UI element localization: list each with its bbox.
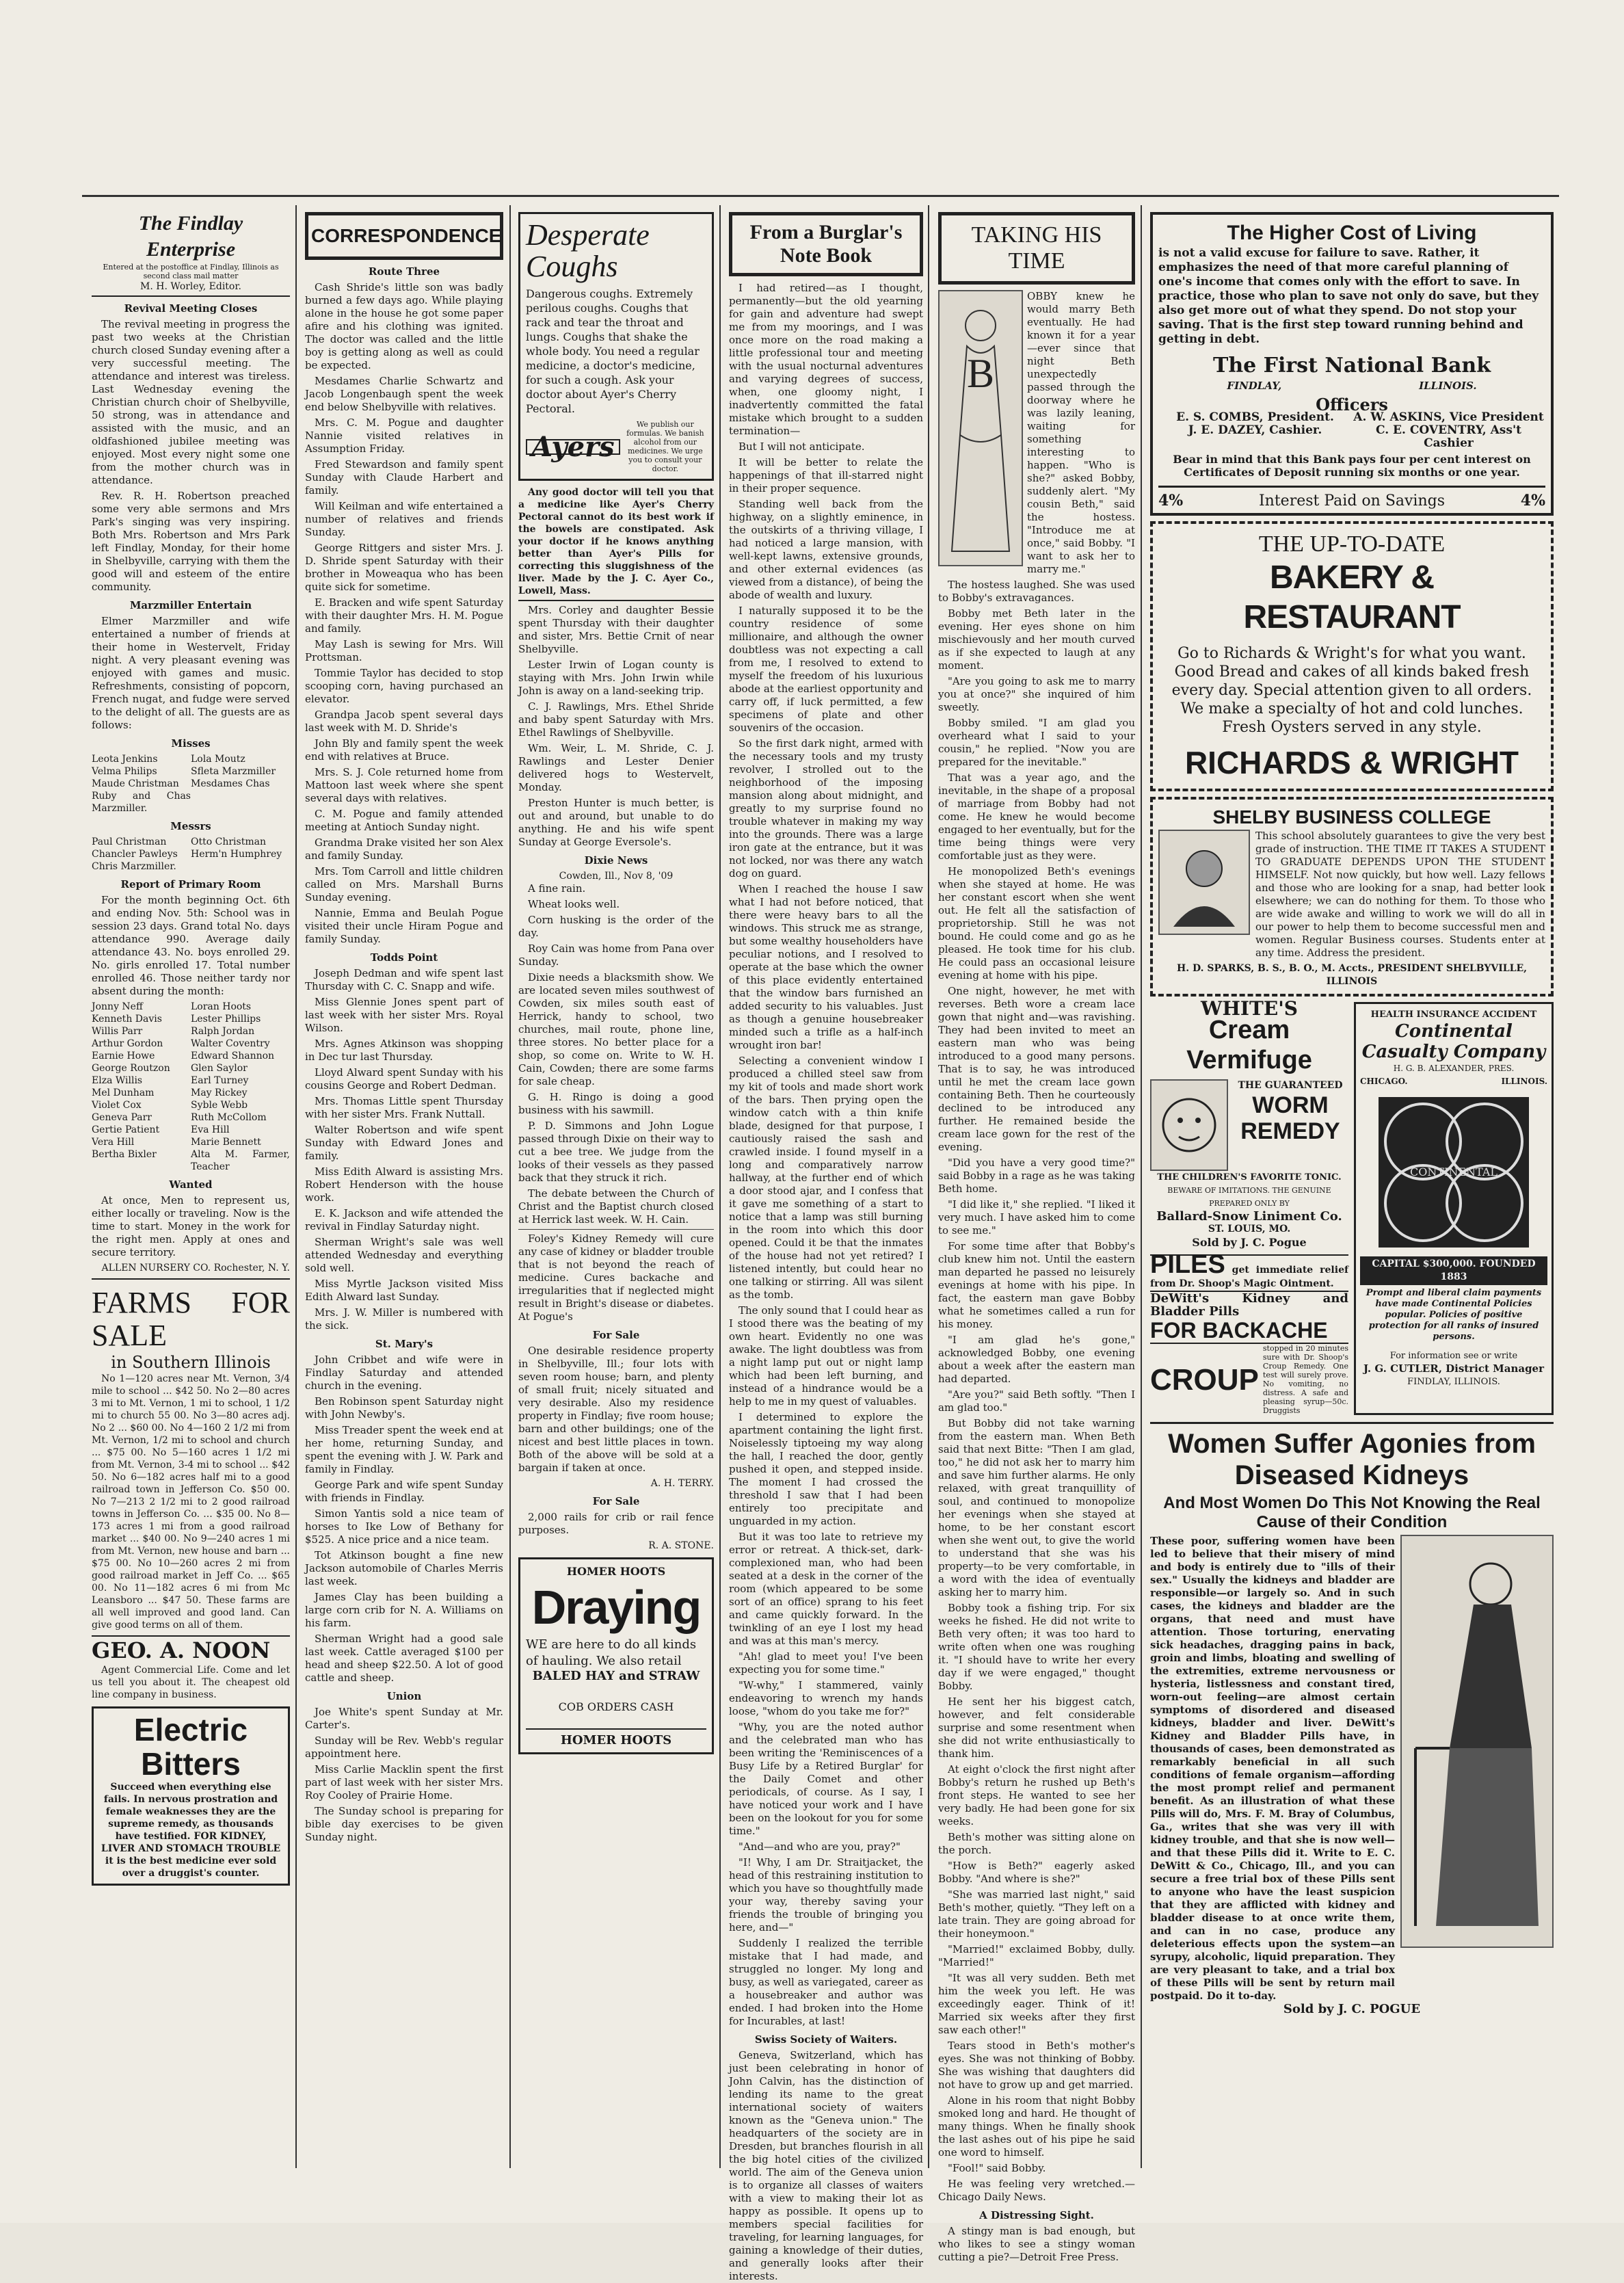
column-4 <box>729 192 923 2282</box>
taking-para: "Married!" exclaimed Bobby, dully. "Married!" <box>938 1943 1135 1968</box>
homer-bottom: HOMER HOOTS <box>526 1728 706 1747</box>
dixie-item: A fine rain. <box>528 882 586 895</box>
child-face-icon <box>1158 1087 1220 1163</box>
draying-cob: COB ORDERS CASH <box>558 1700 674 1713</box>
todds-item: E. K. Jackson and wife attended the revival in Findlay Saturday night. <box>305 1207 503 1232</box>
pupil-name: Earl Turney <box>191 1075 249 1086</box>
taking-para: "Are you?" said Beth softly. "Then I am glad too." <box>938 1388 1135 1414</box>
misses-heading: Misses <box>171 737 211 750</box>
ayers-title: Desperate Coughs <box>526 218 650 283</box>
bank-ad <box>1150 212 1554 516</box>
stmarys-item: John Cribbet and wife were in Findlay Saturday and attended church in the evening. <box>305 1354 503 1392</box>
dixie-item: Dixie needs a blacksmith show. We are located seven miles southwest of Cowden, six miles south east of Herrick, handy to school, two churches, mail route, phone line, three stores. No better place for a shop, so come on. Write to W. H. Cain, Cowden; there are some farms for sale cheap. <box>518 971 714 1087</box>
pct-mid: Interest Paid on Savings <box>1258 492 1446 510</box>
burglar-para: But I will not anticipate. <box>738 440 865 453</box>
route3-item: John Bly and family spent the week end with relatives at Bruce. <box>305 737 503 763</box>
guest-name: Mesdames Chas <box>191 778 270 789</box>
wanted-signature: ALLEN NURSERY CO. Rochester, N. Y. <box>92 1262 290 1280</box>
officer: E. S. COMBS, President. <box>1176 410 1334 424</box>
pct-left: 4% <box>1158 492 1184 510</box>
burglar-para: It will be better to relate the happenings of that ill-starred night in their proper sequence. <box>729 456 923 494</box>
whites-guaranteed: THE GUARANTEED <box>1238 1080 1343 1091</box>
stmarys-heading: St. Mary's <box>375 1338 434 1350</box>
dixie-item: Wheat looks well. <box>528 898 620 910</box>
whites-beware: BEWARE OF IMITATIONS. THE GENUINE PREPARED ONLY BY <box>1167 1186 1331 1208</box>
pupil-name: Alta M. Farmer, Teacher <box>191 1149 290 1172</box>
taking-para: He sent her his biggest catch, however, and felt considerable surprise and some resentment when she did not write enthusiastically to thank him. <box>938 1695 1135 1760</box>
misses-list <box>92 753 290 815</box>
ayers-formula: We publish our formulas. We banish alcohol from our medicines. We urge you to consult your doctor. <box>626 420 704 473</box>
column-5 <box>938 192 1135 2263</box>
bank-city: FINDLAY, <box>1227 380 1282 392</box>
route3-item: Nannie, Emma and Beulah Pogue visited their uncle Hiram Pogue and family Sunday. <box>305 907 503 945</box>
forsale-heading: For Sale <box>592 1329 640 1341</box>
bakery-ad <box>1150 521 1554 791</box>
burglar-para: Selecting a convenient window I produced a chilled steel saw from my kit of tools and made short work of the bars. Then prying open the window catch with a thin knife blade, designed for that purpose, I cautiously raised the sash and crawled inside. I found myself in a long and comparatively narrow hallway, at the further end of which a door stood ajar, and I confess that it gave me something of a start to notice that a lamp was still burning in the room into which this door opened. Could it be that the inmates of the house had not yet retired? I listened intently, but could hear no one talking or stirring. All was silent as the tomb. <box>729 1055 923 1301</box>
child-illustration <box>1150 1079 1228 1171</box>
woman-figure-icon <box>946 298 1015 558</box>
route3-item: Grandma Drake visited her son Alex and family Sunday. <box>305 836 503 862</box>
farms-title: FARMS FOR SALE <box>92 1286 290 1352</box>
burglar-para: "Why, you are the noted author and the celebrated man who has been writing the 'Reminiscences of a Busy Life by a Retired Burglar' for the Daily Comet and other periodicals, of course. As I say, I have noticed your work and I have been on the lookout for you for some time." <box>729 1721 923 1837</box>
stmarys-item: Tot Atkinson bought a fine new Jackson automobile of Charles Merris last week. <box>305 1549 503 1587</box>
woman-on-stairs-illustration <box>1400 1535 1554 1948</box>
stmarys-item: Ben Robinson spent Saturday night with John Newby's. <box>305 1395 503 1421</box>
todds-item: Walter Robertson and wife spent Sunday with Edward Jones and family. <box>305 1124 503 1162</box>
piles-title: PILES <box>1150 1250 1225 1279</box>
homer-top: HOMER HOOTS <box>566 1565 666 1578</box>
pupil-name: Mel Dunham <box>92 1087 155 1098</box>
dewitt-sub: FOR BACKACHE <box>1150 1318 1328 1343</box>
distress-text: A stingy man is bad enough, but who likes to see a stingy woman cutting a pie?—Detroit Free Press. <box>938 2225 1135 2263</box>
forsale2-heading: For Sale <box>592 1495 640 1507</box>
ins-city: CHICAGO. <box>1360 1077 1408 1086</box>
pupil-name: Ruth McCollom <box>191 1112 267 1123</box>
pupil-name: Elza Willis <box>92 1075 143 1086</box>
route3-item: May Lash is sewing for Mrs. Will Prottsman. <box>305 638 503 663</box>
column-rule <box>1141 205 1142 2168</box>
union-item: The Sunday school is preparing for bible day exercises to be given Sunday night. <box>305 1805 503 1843</box>
taking-para: Tears stood in Beth's mother's eyes. She was not thinking of Bobby. She was wishing that daughters did not have to grow up and get married. <box>938 2040 1135 2091</box>
taking-para: "I am glad he's gone," acknowledged Bobby, one evening about a week after the eastern man had departed. <box>938 1334 1135 1385</box>
forsale-signature: A. H. TERRY. <box>650 1478 714 1489</box>
column-3 <box>518 192 714 2175</box>
taking-para: Beth's mother was sitting alone on the porch. <box>938 1831 1135 1856</box>
croup-text: stopped in 20 minutes sure with Dr. Shoop's Croup Remedy. One test will surely prove. No vomiting, no distress. A safe and pleasing syrup—50c. Druggists <box>1262 1344 1348 1415</box>
taking-para: "She was married last night," said Beth's mother, quietly. "They left on a late train. They are going abroad for their honeymoon." <box>938 1888 1135 1940</box>
taking-para: At eight o'clock the first night after Bobby's return he rushed up Beth's front steps. He wanted to see her very badly. He had been gone for six weeks. <box>938 1763 1135 1827</box>
piles-text: get immediate relief from Dr. Shoop's Magic Ointment. <box>1150 1265 1348 1289</box>
todds-item: Mrs. Thomas Little spent Thursday with her sister Mrs. Frank Nuttall. <box>305 1095 503 1120</box>
taking-para: Bobby smiled. "I am glad you overheard what I said to your cousin," he replied. "Now you are prepared for the inevitable." <box>938 717 1135 768</box>
whites-sold: Sold by J. C. Pogue <box>1192 1236 1307 1249</box>
foley-text: Foley's Kidney Remedy will cure any case of kidney or bladder trouble that is not beyond the reach of medicine. Cures backache and irregularities that if neglected might result in Bright's disease or diabetes. At Pogue's <box>518 1229 714 1323</box>
burglar-para: "I! Why, I am Dr. Straitjacket, the head of this restraining institution to which you have so thoughtfully made your way, thereby saving your friends the trouble of bringing you here, and—" <box>729 1856 923 1934</box>
guest-name: Ruby and Chas Marzmiller. <box>92 791 191 814</box>
wanted-heading: Wanted <box>169 1178 213 1191</box>
bakery-name: RICHARDS & WRIGHT <box>1184 745 1519 780</box>
ins-agent-city: FINDLAY, ILLINOIS. <box>1407 1377 1500 1387</box>
pupil-name: Vera Hill <box>92 1137 135 1148</box>
guest-name: Maude Christman <box>92 778 179 789</box>
masthead-title: The Findlay Enterprise <box>138 212 243 261</box>
report-heading: Report of Primary Room <box>120 878 261 890</box>
bank-name: The First National Bank <box>1213 354 1491 378</box>
route3-item: Tommie Taylor has decided to stop scooping corn, having purchased an elevator. <box>305 667 503 705</box>
women-sub: And Most Women Do This Not Knowing the Real Cause of their Condition <box>1163 1494 1541 1531</box>
todds-item: Mrs. J. W. Miller is numbered with the sick. <box>305 1306 503 1332</box>
taking-para: "I did like it," she replied. "I liked it very much. I have asked him to come to see me." <box>938 1198 1135 1237</box>
ins-state: ILLINOIS. <box>1501 1077 1547 1086</box>
bitters-text: Succeed when everything else fails. In nervous prostration and female weaknesses they are the supreme remedy, as thousands have testified. FOR KIDNEY, LIVER AND STOMACH TROUBLE it is the best medicine ever sold over a druggist's counter. <box>101 1782 281 1879</box>
route3-item: Will Keilman and wife entertained a number of relatives and friends Sunday. <box>305 500 503 538</box>
taking-para: He was feeling very wretched.—Chicago Daily News. <box>938 2178 1135 2203</box>
whites-tonic: THE CHILDREN'S FAVORITE TONIC. <box>1157 1172 1342 1183</box>
ins-top: HEALTH INSURANCE ACCIDENT <box>1370 1009 1537 1020</box>
union-item: Joe White's spent Sunday at Mr. Carter's. <box>305 1706 503 1731</box>
college-ad <box>1150 797 1554 997</box>
burglar-para: "W-why," I stammered, vainly endeavoring to wrench my hands loose, "whom do you take me for?" <box>729 1679 923 1717</box>
women-title: Women Suffer Agonies from Diseased Kidneys <box>1168 1429 1536 1490</box>
ins-capital: CAPITAL $300,000. FOUNDED 1883 <box>1360 1256 1547 1285</box>
dixie-dateline: Cowden, Ill., Nov 8, '09 <box>559 871 674 882</box>
ayers-text: Dangerous coughs. Extremely perilous coughs. Coughs that rack and tear the throat and lungs. Coughs that shake the whole body. You need a regular medicine, a doctor's medicine, for such a cough. Ask your doctor about Ayer's Cherry Pectoral. <box>526 287 700 415</box>
taking-para: One night, however, he met with reverses. Beth wore a cream lace gown that night and—was ravishing. They had been invited to meet an eastern man who was being introduced to a good many persons. That is to say, he was introduced until he met the cream lace gown containing Beth. Then he courteously declined to be introduced any further. He remained beside the cream lace gown for the rest of the evening. <box>938 985 1135 1153</box>
ins-pres: H. G. B. ALEXANDER, PRES. <box>1393 1064 1515 1073</box>
marzmiller-heading: Marzmiller Entertain <box>129 599 252 611</box>
forsale2-signature: R. A. STONE. <box>648 1540 714 1551</box>
officer: J. E. DAZEY, Cashier. <box>1188 423 1322 437</box>
pupil-name: Arthur Gordon <box>92 1038 163 1049</box>
guest-name: Chris Marzmiller. <box>92 861 176 872</box>
dixie-item: The debate between the Church of Christ and the Baptist church closed at Herrick last week. W. H. Cain. <box>518 1187 714 1226</box>
burglar-para: I had retired—as I thought, permanently—but the old yearning for gain and adventure had swept me from my moorings, and I was once more on the road making a little professional tour and meeting with the usual nocturnal adventures and varying degrees of success, when, one gloomy night, I inadvertently committed the fatal mistake which brought to a sudden termination— <box>729 282 923 437</box>
messrs-list <box>92 836 290 873</box>
taking-para: Alone in his room that night Bobby smoked long and hard. He thought of many things. When he finally shook the last ashes out of his pipe he said one word to himself. <box>938 2094 1135 2159</box>
todds-item: Joseph Dedman and wife spent last Thursday with C. C. Snapp and wife. <box>305 967 503 992</box>
burglar-banner: From a Burglar's Note Book <box>729 212 923 276</box>
portrait-illustration <box>1158 830 1250 935</box>
whites-brand: WHITE'S <box>1201 997 1298 1020</box>
guest-name: Otto Christman <box>191 836 266 847</box>
pupil-name: Earnie Howe <box>92 1051 155 1061</box>
report-names <box>92 1001 290 1173</box>
route3-item: George Rittgers and sister Mrs. J. D. Shride spent Saturday with their brother in Moweaqua who has been quite sick for sometime. <box>305 542 503 593</box>
pupil-name: Bertha Bixler <box>92 1149 157 1160</box>
pupil-name: Jonny Neff <box>92 1001 143 1012</box>
route3-item: Mesdames Charlie Schwartz and Jacob Longenbaugh spent the week end below Shelbyville with relatives. <box>305 375 503 413</box>
bakery-title: BAKERY & RESTAURANT <box>1243 559 1461 635</box>
revival-text: The revival meeting in progress the past two weeks at the Christian church closed Sunday evening after a very successful meeting. The attendance and interest was tireless. Last Wednesday evening the Christian church choir of Shelbyville, 50 strong, was in attendance and assisted with the music, and an oldfashioned jubilee meeting was enjoyed. Most every night some one from the mother church was in attendance. <box>92 318 290 486</box>
insurance-ad <box>1354 1002 1554 1415</box>
officer: A. W. ASKINS, Vice President <box>1353 410 1544 424</box>
farms-list: No 1—120 acres near Mt. Vernon, 3/4 mile to school ... $42 50. No 2—80 acres 3 mi to Mt. Vernon, 1 mi to school, 1 1/2 mi to church 55 00. No 3—80 acres adj. No 2 ... $60 00. No 4—160 2 1/2 mi from Mt. Vernon, 1/2 mi to school and church ... $75 00. No 5—160 acres 1 1/2 mi from Mt. Vernon, 3-4 mi to school ... $42 50. No 6—182 acres half mi to a good railroad town in Jefferson Co. $50 00. No 7—213 2 1/2 mi to 2 good railroad towns in Jefferson Co. ... $35 00. No 8—173 acres 1 mi from a good railroad market ... $40 00. No 9—240 acres 1 mi from Mt. Vernon, new house and barn ... $75 00. No 10—260 acres 2 mi from good railroad market in Jeff Co. ... $65 00. No 11—182 acres 6 mi from Mc Leansboro ... $47 50. These farms are all well improved and good land. Can give good terms on all of them. <box>92 1373 290 1631</box>
route3-heading: Route Three <box>368 265 440 278</box>
bank-note: Bear in mind that this Bank pays four per cent interest on Certificates of Deposit running six months or one year. <box>1173 453 1531 479</box>
guest-name: Paul Christman <box>92 836 167 847</box>
correspondence-banner: CORRESPONDENCE <box>305 212 503 260</box>
pupil-name: May Rickey <box>191 1087 248 1098</box>
burglar-para: I determined to explore the apartment containing the light first. Noiselessly tiptoeing my way along the hall, I reached the door, gently pushed it open, and stepped inside. The moment I had crossed the threshold I saw that I had been entirely too precipitate and unguarded in my action. <box>729 1411 923 1527</box>
column-rule <box>719 205 721 2168</box>
taking-para: He monopolized Beth's evenings when she stayed at home. He was her constant escort when she went out. He felt all the satisfaction of proprietorship. Still he was not bound. He could come and go as he pleased. He took time for his club. He could pass an occasional leisure evening at home with his pipe. <box>938 865 1135 981</box>
col3-item: Preston Hunter is much better, is out and around, but unable to do anything. He and his wife spent Sunday at George Eversole's. <box>518 797 714 848</box>
draying-baled: BALED HAY and STRAW <box>532 1669 700 1683</box>
taking-para: "Did you have a very good time?" said Bobby in a rage as he was taking Beth home. <box>938 1157 1135 1195</box>
ayers-brand: Ayers <box>526 439 620 455</box>
dixie-item: Corn husking is the order of the day. <box>518 914 714 939</box>
college-title: SHELBY BUSINESS COLLEGE <box>1212 806 1491 828</box>
col3-item: Lester Irwin of Logan county is staying with Mrs. John Irwin while John is away on a land-seeking trip. <box>518 659 714 697</box>
whites-worm: WORM REMEDY <box>1240 1092 1340 1144</box>
union-item: Miss Carlie Macklin spent the first part of last week with her sister Mrs. Roy Cooley of Prairie Home. <box>305 1763 503 1802</box>
pct-right: 4% <box>1520 492 1545 510</box>
taking-para: But Bobby did not take warning from the eastern man. When Beth said that next Bitte: "Then I am glad, too," he did not ask her to marry him and save him further alarms. He only relaxed, with great tranquillity of soul, and continued to monopolize her evenings when she stayed at home, to be her constant escort when she went out, to give the world to understand that she was his property—to be very comfortable, in a word with the idea of eventually asking her to marry him. <box>938 1417 1135 1598</box>
column-6 <box>1150 192 1554 2175</box>
pupil-name: Edward Shannon <box>191 1051 275 1061</box>
revival-heading: Revival Meeting Closes <box>124 302 258 315</box>
swiss-heading: Swiss Society of Waiters. <box>754 2033 898 2046</box>
whites-maker: Ballard-Snow Liniment Co. <box>1156 1209 1342 1224</box>
bakery-text: Go to Richards & Wright's for what you want. Good Bread and cakes of all kinds baked fresh every day. Special attention given to all orders. We make a specialty of hot and cold lunches. Fresh Oysters served in any style. <box>1171 645 1532 736</box>
pupil-name: Glen Saylor <box>191 1063 248 1074</box>
noon-name: GEO. A. NOON <box>92 1635 290 1664</box>
marzmiller-text: Elmer Marzmiller and wife entertained a number of friends at their home in Westervelt, Friday night. A very pleasant evening was enjoyed with games and music. Refreshments, consisting of popcorn, French nugat, and fudge were served to the delight of all. The guests are as follows: <box>92 615 290 731</box>
burglar-para: "And—and who are you, pray?" <box>738 1840 901 1853</box>
insurance-seal-icon <box>1375 1094 1532 1251</box>
stmarys-item: Miss Treader spent the week end at her home, returning Sunday, and spent the evening with J. W. Park and family in Findlay. <box>305 1424 503 1475</box>
suffering-woman-icon <box>1409 1543 1545 1940</box>
ins-name: Continental Casualty Company <box>1361 1021 1546 1062</box>
masthead-editor: M. H. Worley, Editor. <box>92 280 290 297</box>
guest-name: Herm'n Humphrey <box>191 849 282 860</box>
dixie-item: P. D. Simmons and John Logue passed through Dixie on their way to cut a bee tree. We judge from the looks of their vessels as they passed back that they struck it rich. <box>518 1120 714 1184</box>
burglar-para: I naturally supposed it to be the country residence of some millionaire, and although the owner doubtless was not expecting a call from me, I resolved to extend to myself the freedom of his luxurious abode at the earliest opportunity and carry off, if luck permitted, a few specimens of plate and other souvenirs of the occasion. <box>729 605 923 734</box>
column-rule <box>509 205 511 2168</box>
column-1 <box>92 192 290 2175</box>
ayers-bottom: Any good doctor will tell you that a medicine like Ayer's Cherry Pectoral cannot do its best work if the bowels are constipated. Ask your doctor if he knows anything better than Ayer's Pills for correcting this sluggishness of the liver. Made by the J. C. Ayer Co., Lowell, Mass. <box>518 486 714 601</box>
page-frame <box>82 192 1559 2282</box>
bank-text: is not a valid excuse for failure to save. Rather, it emphasizes the need of that more careful planning of one's income that comes only with the effort to save. In practice, those who plan to save not only do save, but they also get more out of what they spend. Do not stop your saving. That is the first step toward running behind and getting in debt. <box>1158 246 1539 346</box>
union-heading: Union <box>386 1690 422 1702</box>
burglar-para: So the first dark night, armed with the necessary tools and my trusty revolver, I strolled out to the neighborhood of the imposing mansion along about midnight, and greatly to my surprise found no trouble whatever in making my way into the grounds. There was a large iron gate at the entrance, but it was not locked, nor was there any watch dog on guard. <box>729 737 923 880</box>
whites-city: ST. LOUIS, MO. <box>1208 1224 1291 1235</box>
taking-his-time-banner: TAKING HIS TIME <box>938 212 1135 285</box>
ins-seal-text: CONTINENTAL <box>1409 1165 1498 1178</box>
dixie-heading: Dixie News <box>584 854 648 867</box>
route3-item: E. Bracken and wife spent Saturday with their daughter Mrs. H. M. Pogue and family. <box>305 596 503 635</box>
report-text: For the month beginning Oct. 6th and ending Nov. 5th: School was in session 23 days. Grand total No. days attendance 990. Average daily attendance 43. No. boys enrolled 29. No. girls enrolled 17. Total number enrolled 46. Those neither tardy nor absent during the month: <box>92 894 290 997</box>
bitters-title: Electric Bitters <box>133 1712 248 1782</box>
wanted-text: At once, Men to represent us, either locally or traveling. Now is the time to start. Money in the work for the right men. Apply at ones and secure territory. <box>92 1194 290 1258</box>
burglar-para: The only sound that I could hear as I stood there was the beating of my own heart. Evidently no one was awake. The light doubtless was from a night lamp put out or night lamp which had been left burning, and instead of a hindrance would be a help to me in my quest of valuables. <box>729 1304 923 1408</box>
taking-para: "It was all very sudden. Beth met him the week you left. He was exceedingly eager. Think of it! Married six weeks after they first saw each other!" <box>938 1972 1135 2036</box>
taking-para: Bobby took a fishing trip. For six weeks he fished. He did not write to Beth very often; it was too hard to write often when one was roughing it. "I should have to write her every day if we were engaged," thought Bobby. <box>938 1602 1135 1692</box>
todds-item: Sherman Wright's sale was well attended Wednesday and everything sold well. <box>305 1236 503 1274</box>
whites-ad <box>1150 997 1348 1415</box>
stmarys-item: George Park and wife spent Sunday with friends in Findlay. <box>305 1479 503 1504</box>
union-item: Sunday will be Rev. Webb's regular appointment here. <box>305 1734 503 1760</box>
masthead-entered: Entered at the postoffice at Findlay, Illinois as second class mail matter <box>103 263 279 280</box>
taking-para: The hostess laughed. She was used to Bobby's extravagances. <box>938 579 1135 604</box>
farms-subtitle: in Southern Illinois <box>111 1353 271 1372</box>
draying-title: Draying <box>531 1581 701 1634</box>
guest-name: Chancler Pawleys <box>92 849 178 860</box>
homer-hoots-ad <box>518 1557 714 1754</box>
route3-item: Fred Stewardson and family spent Sunday with Claude Harbert and family. <box>305 458 503 497</box>
medicine-ads-row <box>1150 997 1554 1415</box>
pupil-name: Ralph Jordan <box>191 1026 255 1037</box>
women-text: These poor, suffering women have been led to believe that their misery of mind and body is entirely due to "ills of their sex." Usually the kidneys and bladder are responsible—or largely so. And in such cases, the kidneys and bladder are the organs, that need and must have attention. Those torturing, enervating sick headaches, dragging pains in back, groin and limbs, bloating and swelling of the extremities, extreme nervousness or hysteria, listlessness and constant tired, worn-out feeling—are almost certain symptoms of disordered and diseased kidneys, bladder and liver. DeWitt's Kidney and Bladder Pills have, in thousands of cases, been demonstrated as remarkably beneficial in all such conditions of female organism—affording the most prompt relief and permanent benefit. As an illustration of what these Pills will do, Mrs. F. M. Bray of Columbus, Ga., writes that she was very ill with kidney trouble, and that she is now well—and that these Pills did it. Write to E. C. DeWitt & Co., Chicago, Ill., and you can secure a free trial box of these Pills sent to anyone who have the least suspicion that they are afflicted with kidney and bladder disease to at once write them, and can in no case, produce any deleterious effects upon the system—an syrupy, alcoholic, liquid preparation. They are very pleasant to take, and a trial box of these Pills will be sent by return mail postpaid. Do it to-day. <box>1150 1535 1395 2002</box>
woman-illustration <box>938 290 1023 566</box>
route3-item: Mrs. Tom Carroll and little children called on Mrs. Marshall Burns Sunday evening. <box>305 865 503 903</box>
pupil-name: Loran Hoots <box>191 1001 252 1012</box>
electric-bitters-ad <box>92 1706 290 1886</box>
taking-para: "Are you going to ask me to marry you at once?" she inquired of him sweetly. <box>938 675 1135 713</box>
pupil-name: Gertie Patient <box>92 1124 160 1135</box>
taking-para: "Fool!" said Bobby. <box>948 2162 1046 2174</box>
todds-item: Miss Glennie Jones spent part of last week with her sister Mrs. Royal Wilson. <box>305 996 503 1034</box>
taking-para: Bobby met Beth later in the evening. Her eyes shone on him mischievously and her mouth curved as if she expected to laugh at any moment. <box>938 607 1135 672</box>
pupil-name: George Routzon <box>92 1063 170 1074</box>
officer: C. E. COVENTRY, Ass't Cashier <box>1375 423 1521 450</box>
col3-item: C. J. Rawlings, Mrs. Ethel Shride and baby spent Saturday with Mrs. Ethel Rawlings of Shelbyville. <box>518 700 714 739</box>
stmarys-item: Sherman Wright had a good sale last week. Cattle averaged $100 per head and sheep $22.50. A lot of good cattle and sheep. <box>305 1633 503 1684</box>
route3-item: Mrs. S. J. Cole returned home from Mattoon last week where she spent several days with relatives. <box>305 766 503 804</box>
pupil-name: Walter Coventry <box>191 1038 270 1049</box>
route3-item: Mrs. C. M. Pogue and daughter Nannie visited relatives in Assumption Friday. <box>305 417 503 455</box>
ins-info: For information see or write <box>1389 1351 1518 1361</box>
todds-item: Lloyd Alward spent Sunday with his cousins George and Robert Dedman. <box>305 1066 503 1092</box>
guest-name: Velma Philips <box>92 766 157 777</box>
guest-name: Leota Jenkins <box>92 754 158 765</box>
pupil-name: Marie Bennett <box>191 1137 261 1148</box>
burglar-para: Standing well back from the highway, on a slightly eminence, in the outskirts of a thriving village, I had noticed a large mansion, with well-kept lawns, extensive grounds, and other external evidences (as viewed from a distance), of being the abode of wealth and luxury. <box>729 498 923 601</box>
guest-name: Lola Moutz <box>191 754 245 765</box>
burglar-para: But it was too late to retrieve my error or retreat. A thick-set, dark-complexioned man, who had been seated at a desk in the corner of the room (which appeared to be some sort of an office) sprang to his feet and came quickly forward. In the twinkling of an eye I lost my head and was at this man's mercy. <box>729 1531 923 1647</box>
whites-title: Cream Vermifuge <box>1186 1016 1312 1074</box>
pupil-name: Syble Webb <box>191 1100 248 1111</box>
bank-heading: The Higher Cost of Living <box>1227 222 1477 244</box>
todds-item: Mrs. Agnes Atkinson was shopping in Dec tur last Thursday. <box>305 1038 503 1063</box>
pupil-name: Willis Parr <box>92 1026 143 1037</box>
man-portrait-icon <box>1167 838 1242 927</box>
bakery-top: THE UP-TO-DATE <box>1258 531 1446 557</box>
dewitt-title: DeWitt's Kidney and Bladder Pills <box>1150 1291 1348 1319</box>
dixie-item: G. H. Ringo is doing a good business with his sawmill. <box>518 1091 714 1116</box>
taking-para: For some time after that Bobby's club knew him not. Until the eastern man departed he passed no leisurely evenings at home with his pipe. In fact, the eastern man gave Bobby what he sometimes called a run for his money. <box>938 1240 1135 1330</box>
taking-intro: OBBY knew he would marry Beth eventually. He had known it for a year—ever since that night Beth unexpectedly passed through the doorway where he was lazily leaning, waiting for something interesting to happen. "Who is she?" asked Bobby, suddenly alert. "My cousin Beth," said the hostess. "Introduce me at once," said Bobby. "I want to ask her to marry me." <box>1027 290 1135 575</box>
forsale2-text: 2,000 rails for crib or rail fence purposes. <box>518 1511 714 1536</box>
stmarys-item: James Clay has been building a large corn crib for N. A. Williams on his farm. <box>305 1591 503 1629</box>
route3-item: Cash Shride's little son was badly burned a few days ago. While playing alone in the house he got some paper afire and his clothing was ignited. The doctor was called and the little boy is getting along as well as could be expected. <box>305 281 503 371</box>
todds-item: Miss Edith Alward is assisting Mrs. Robert Henderson with the house work. <box>305 1165 503 1204</box>
burglar-para: Suddenly I realized the terrible mistake that I had made, and struggled no longer. My long and busy, as well as variegated, career as a housebreaker and author was ended. I had broken into the Home for Incurables, at last! <box>729 1937 923 2027</box>
college-text: This school absolutely guarantees to give the very best grade of instruction. THE TIME IT TAKES A STUDENT TO GRADUATE DEPENDS UPON THE STUDENT HIMSELF. Not now quickly, but how well. Lazy fellows and those who are looking for a snap, had better look elsewhere; we can do nothing for them. To those who are wide awake and willing to work we will do all in our power to help them to become successful men and women. Regular Business courses. Students enter at any time. Address the president. <box>1255 830 1545 959</box>
pupil-name: Kenneth Davis <box>92 1014 162 1025</box>
col3-item: Wm. Weir, L. M. Shride, C. J. Rawlings and Lester Denier delivered hogs to Westervelt, Monday. <box>518 742 714 793</box>
croup-title: CROUP <box>1150 1362 1259 1397</box>
college-signature: H. D. SPARKS, B. S., B. O., M. Accts., PRESIDENT SHELBYVILLE, ILLINOIS <box>1177 963 1527 987</box>
col3-item: Mrs. Corley and daughter Bessie spent Thursday with their daughter and sister, Mrs. Bettie Crnit of near Shelbyville. <box>518 604 714 655</box>
column-2 <box>305 192 503 2175</box>
todds-item: Miss Myrtle Jackson visited Miss Edith Alward last Sunday. <box>305 1278 503 1303</box>
robertson-text: Rev. R. H. Robertson preached some very able sermons and Mrs Park's singing was very inspiring. Both Mrs. Robertson and Mrs Park left Findlay, Monday, for their home in Shelbyville, carrying with them the good will and esteem of the entire community. <box>92 490 290 593</box>
column-rule <box>295 205 297 2168</box>
kidneys-ad <box>1150 1422 1554 2016</box>
draying-text: WE are here to do all kinds of hauling. We also retail <box>526 1637 697 1668</box>
forsale-text: One desirable residence property in Shelbyville, Ill.; four lots with seven room house; barn, and plenty of small fruit; nicely situated and very desirable. Also my residence property in Findlay; five room house; barn and other buildings; one of the nicest and best little places in town. Both of the above will be sold at a bargain if taken at once. <box>518 1345 714 1474</box>
burglar-para: "Ah! glad to meet you! I've been expecting you for some time." <box>729 1650 923 1676</box>
officers-heading: Officers <box>1316 395 1388 414</box>
pupil-name: Lester Phillips <box>191 1014 261 1025</box>
pupil-name: Violet Cox <box>92 1100 142 1111</box>
noon-text: Agent Commercial Life. Come and let us tell you about it. The cheapest old line company in business. <box>92 1665 290 1700</box>
messrs-heading: Messrs <box>170 820 211 832</box>
swiss-text: Geneva, Switzerland, which has just been celebrating in honor of John Calvin, has the distinction of lending its name to the great international society of waiters known as the "Geneva union." The headquarters of the society are in Dresden, but branches flourish in all the big hotel cities of the civilized world. The aim of the Geneva union is to organize all classes of waiters with a view to making their lot as happy as possible. It opens up to members special facilities for traveling, for learning languages, for gaining a knowledge of their duties, and generally looks after their interests. <box>729 2049 923 2282</box>
bank-state: ILLINOIS. <box>1419 380 1477 392</box>
pupil-name: Geneva Parr <box>92 1112 152 1123</box>
women-sold: Sold by J. C. POGUE <box>1283 2002 1421 2016</box>
ins-text: Prompt and liberal claim payments have made Continental Policies popular. Policies of positive protection for all ranks of insured persons. <box>1366 1288 1542 1342</box>
route3-item: Grandpa Jacob spent several days last week with M. D. Shride's <box>305 709 503 734</box>
ayers-ad <box>518 212 714 481</box>
taking-para: "How is Beth?" eagerly asked Bobby. "And where is she?" <box>938 1860 1135 1885</box>
distress-heading: A Distressing Sight. <box>979 2209 1094 2221</box>
taking-para: That was a year ago, and the inevitable, in the shape of a proposal of marriage from Bobby had not come. He knew he would become engaged to her eventually, but for the time being things were very comfortable just as they were. <box>938 771 1135 862</box>
stmarys-item: Simon Yantis sold a nice team of horses to Ike Low of Bethany for $525. A nice price and a nice team. <box>305 1507 503 1546</box>
route3-item: C. M. Pogue and family attended meeting at Antioch Sunday night. <box>305 808 503 833</box>
dixie-item: Roy Cain was home from Pana over Sunday. <box>518 942 714 968</box>
todds-heading: Todds Point <box>370 951 438 964</box>
guest-name: Sfleta Marzmiller <box>191 766 276 777</box>
pupil-name: Eva Hill <box>191 1124 230 1135</box>
burglar-para: When I reached the house I saw what I had not before noticed, that there were heavy bars to all the windows. This struck me as strange, but some wealthy householders have peculiar notions, and I resolved to operate at the base which the owner of this place evidently entertained that the window bars furnished an added security to his valuables. Just as though a genuine housebreaker minded such a trifle as a half-inch wrought iron bar! <box>729 883 923 1051</box>
column-rule <box>928 205 929 2168</box>
ins-agent: J. G. CUTLER, District Manager <box>1363 1362 1545 1375</box>
svg-text:B: B <box>966 351 995 396</box>
